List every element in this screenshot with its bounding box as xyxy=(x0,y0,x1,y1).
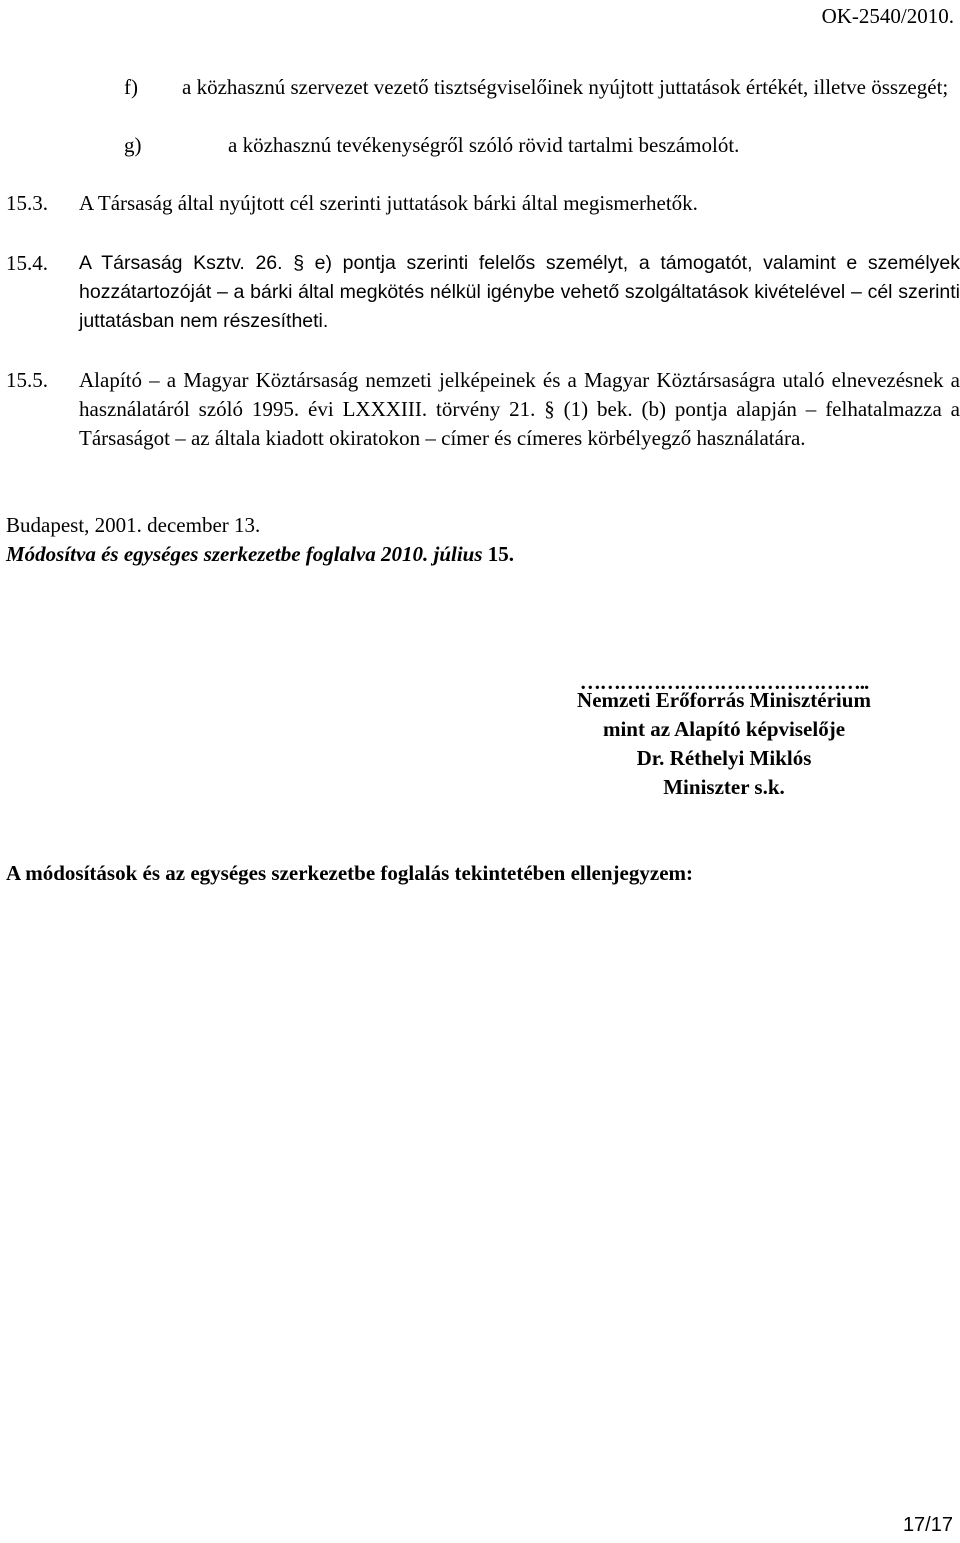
section-text: A Társaság Ksztv. 26. § e) pontja szerinti felelős személyt, a támogatót, valamint e személyek hozzátartozóját – a bárki által megkötés nélkül igénybe vehető szolgáltatások kivételével – cél szerinti juttatásban nem részesítheti. xyxy=(79,252,960,332)
list-item-text: a közhasznú tevékenységről szóló rövid tartalmi beszámolót. xyxy=(228,133,740,157)
place-and-date: Budapest, 2001. december 13. xyxy=(6,513,261,537)
section-number: 15.5. xyxy=(6,368,48,392)
amendment-text: Módosítva és egységes szerkezetbe foglalva 2010. július xyxy=(6,542,483,566)
section-text: Alapító – a Magyar Köztársaság nemzeti jelképeinek és a Magyar Köztársaságra utaló elnevezésnek a használatáról szóló 1995. évi LXXXIII. törvény 21. § (1) bek. (b) pontja alapján – felhatalmazza a Társaságot – az általa kiadott okiratokon – címer és címeres körbélyegző használatára. xyxy=(79,368,960,450)
countersign-statement: A módosítások és az egységes szerkezetbe foglalás tekintetében ellenjegyzem: xyxy=(6,861,694,885)
page-number: 17/17 xyxy=(902,1514,953,1536)
section-text: A Társaság által nyújtott cél szerinti juttatások bárki által megismerhetők. xyxy=(79,191,698,215)
section-number: 15.3. xyxy=(6,191,48,215)
signature-line: mint az Alapító képviselője xyxy=(602,717,846,741)
section-number: 15.4. xyxy=(6,251,48,275)
signature-line: Nemzeti Erőforrás Minisztérium xyxy=(577,688,871,712)
document-reference: OK-2540/2010. xyxy=(821,4,954,28)
amendment-day: 15. xyxy=(482,542,515,566)
signature-line: Dr. Réthelyi Miklós xyxy=(636,746,812,770)
list-item-label: g) xyxy=(124,133,142,157)
signature-line: Miniszter s.k. xyxy=(663,775,785,799)
list-item-label: f) xyxy=(124,75,138,99)
signature-dots: …………………………………….. xyxy=(579,670,869,694)
list-item-text: a közhasznú szervezet vezető tisztségviselőinek nyújtott juttatások értékét, illetve összegét; xyxy=(182,75,949,99)
amendment-note xyxy=(6,540,514,569)
